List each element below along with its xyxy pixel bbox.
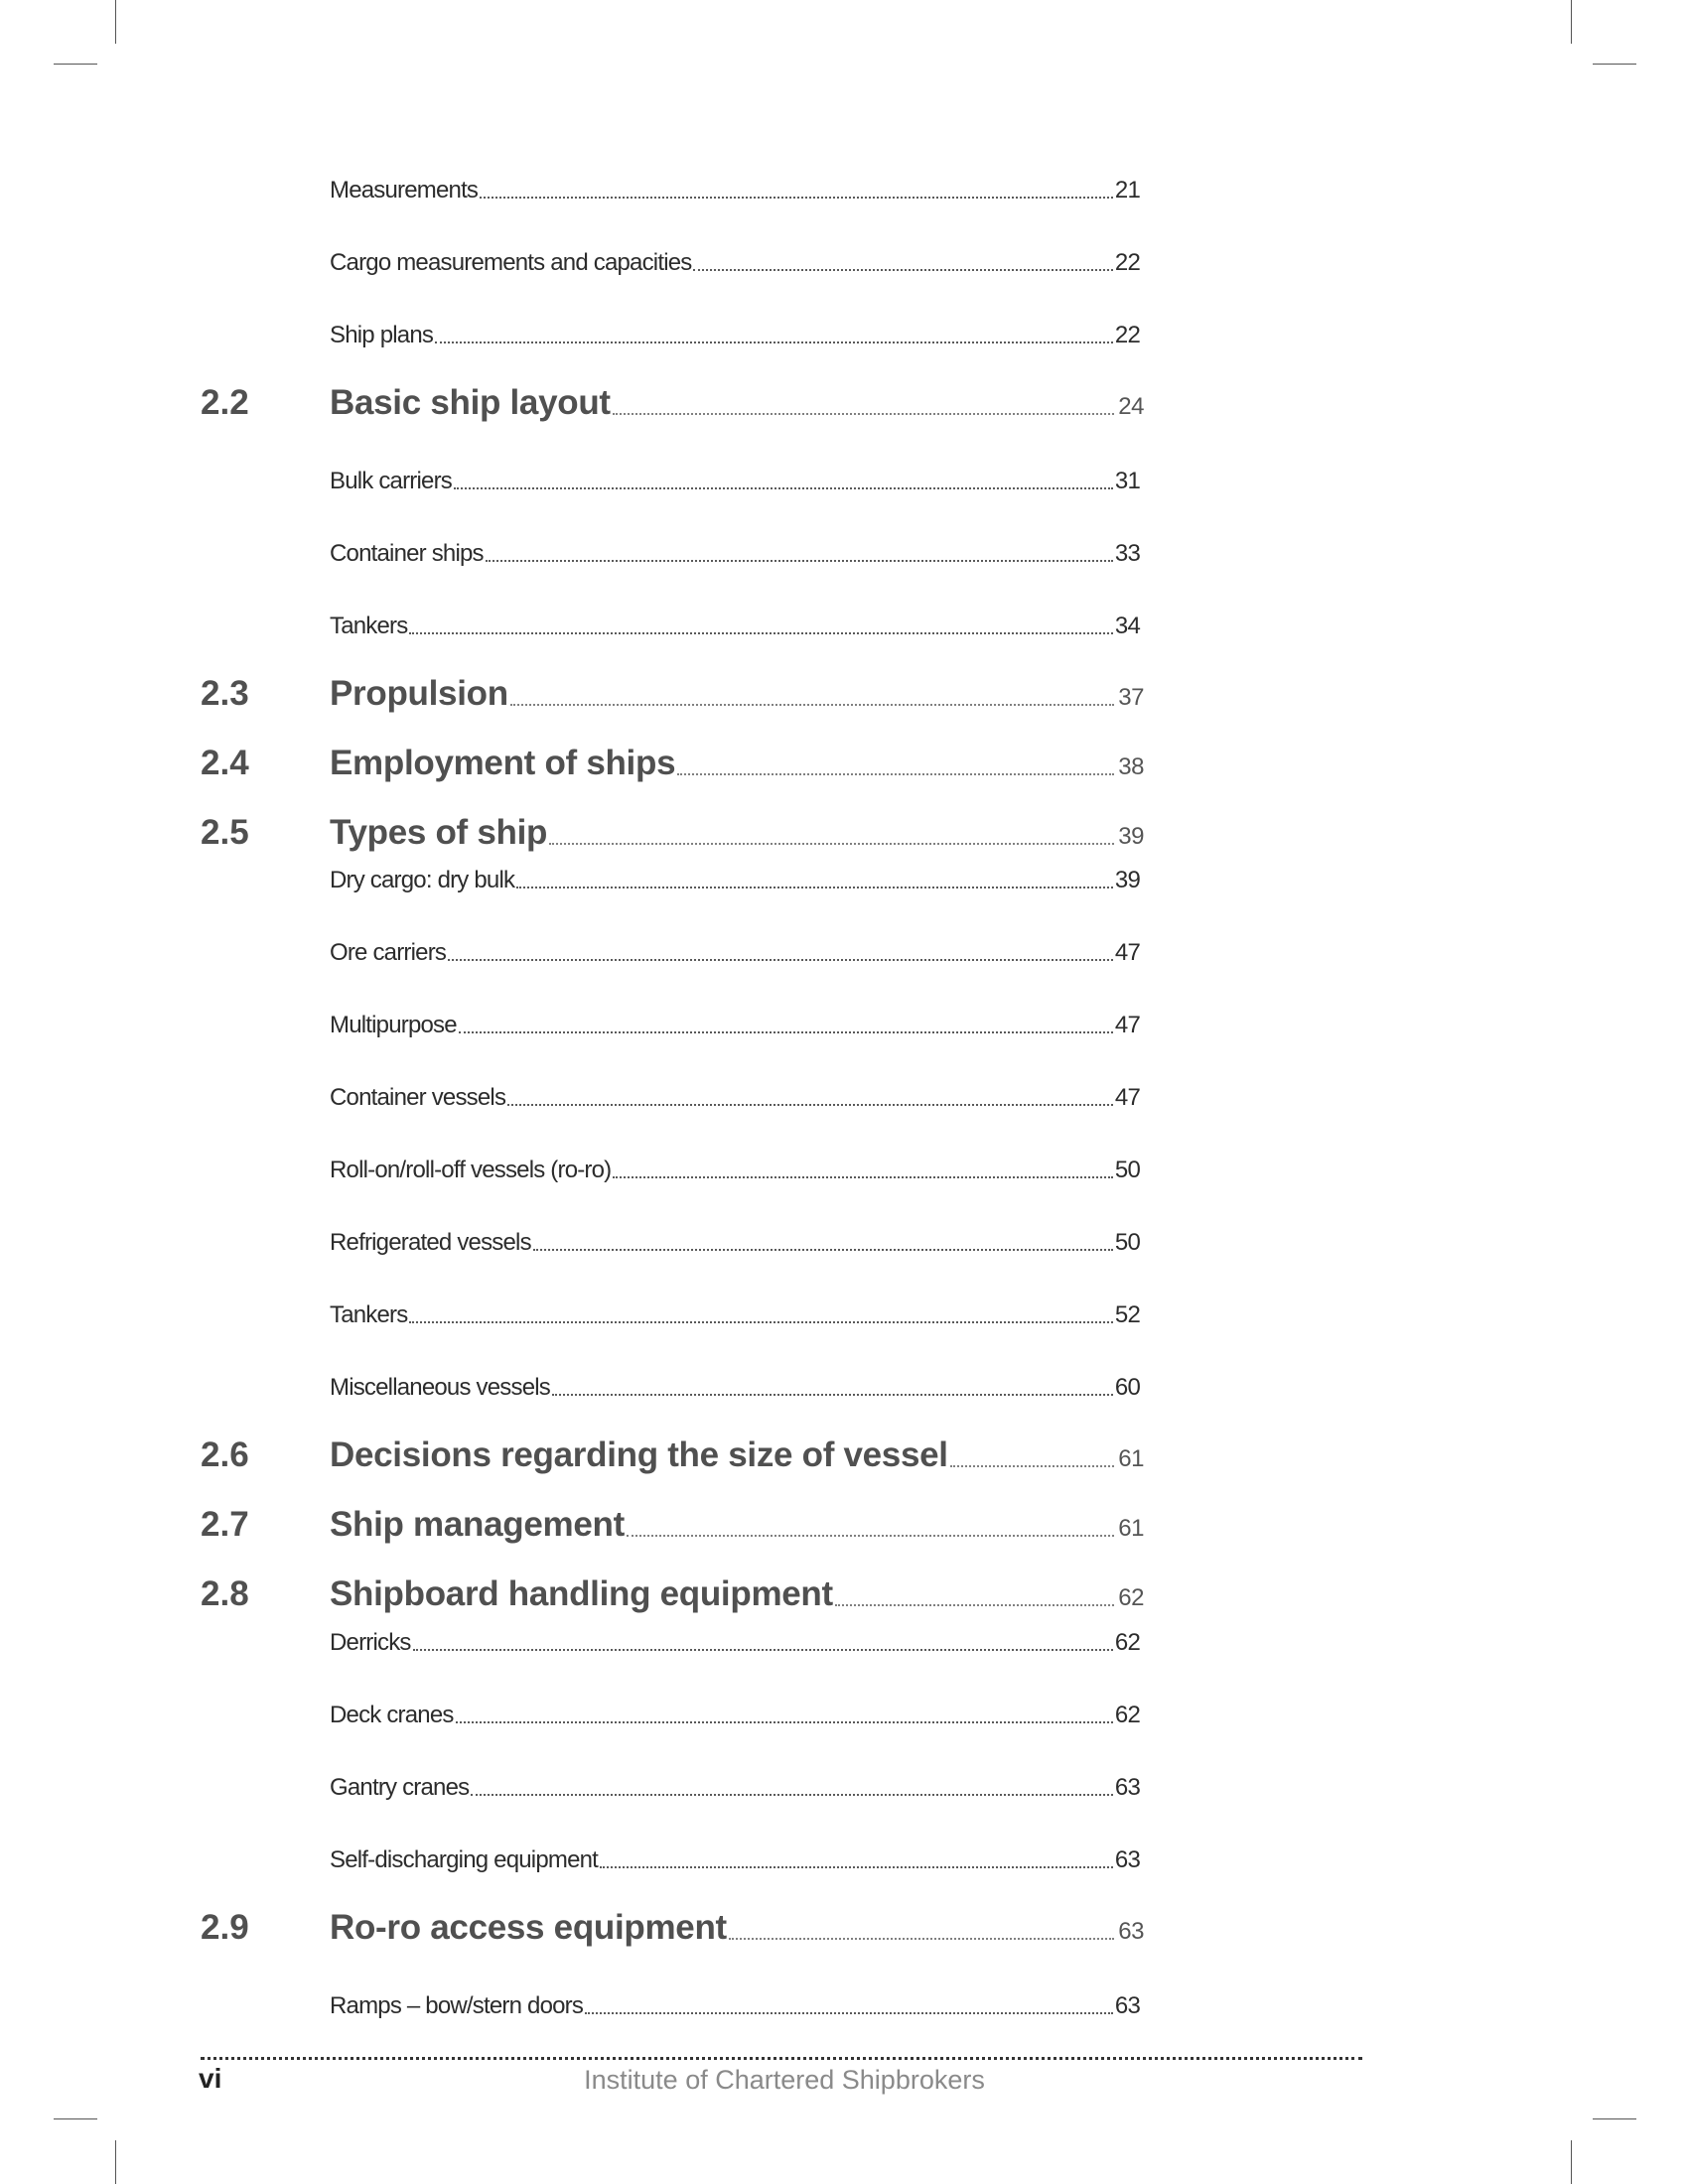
toc-section[interactable] xyxy=(330,744,1144,783)
dot-leader xyxy=(613,1176,1113,1178)
toc-entry-title: Tankers xyxy=(330,613,408,639)
footer-divider xyxy=(201,2057,1362,2060)
toc-section-page: 37 xyxy=(1118,684,1144,711)
toc-entry-title: Deck cranes xyxy=(330,1702,454,1728)
toc-section-title: Employment of ships xyxy=(330,744,676,782)
toc-entry-title: Ore carriers xyxy=(330,939,447,966)
dot-leader xyxy=(409,632,1112,634)
toc-entry-page: 62 xyxy=(1114,1629,1140,1656)
toc-section[interactable] xyxy=(330,1908,1144,1948)
toc-entry-page: 33 xyxy=(1114,540,1140,567)
toc-entry-title: Container vessels xyxy=(330,1084,506,1111)
dot-leader xyxy=(435,341,1113,343)
dot-leader xyxy=(585,2012,1113,2014)
dot-leader xyxy=(693,269,1112,271)
toc-entry-title: Tankers xyxy=(330,1301,408,1328)
toc-entry-title: Container ships xyxy=(330,540,484,567)
dot-leader xyxy=(549,843,1114,845)
crop-mark-top-right xyxy=(1593,64,1636,65)
toc-section[interactable] xyxy=(330,383,1144,423)
toc-entry-title: Measurements xyxy=(330,177,479,204)
toc-entry-page: 63 xyxy=(1114,1774,1140,1801)
dot-leader xyxy=(613,413,1115,415)
toc-section-title: Decisions regarding the size of vessel xyxy=(330,1435,948,1474)
toc-entry-title: Dry cargo: dry bulk xyxy=(330,867,515,893)
dot-leader xyxy=(516,887,1113,888)
toc-section-page: 61 xyxy=(1118,1515,1144,1542)
dot-leader xyxy=(471,1794,1113,1796)
footer-page-number: vi xyxy=(199,2063,222,2094)
dot-leader xyxy=(627,1535,1114,1537)
toc-entry-title: Roll-on/roll-off vessels (ro-ro) xyxy=(330,1157,612,1183)
toc-entry-page: 34 xyxy=(1114,613,1140,639)
dot-leader xyxy=(448,959,1113,961)
dot-leader xyxy=(454,487,1113,489)
dot-leader xyxy=(459,1031,1113,1033)
toc-entry-title: Miscellaneous vessels xyxy=(330,1374,550,1401)
toc-entry-page: 50 xyxy=(1114,1229,1140,1256)
dot-leader xyxy=(486,560,1113,562)
toc-entry[interactable] xyxy=(330,1846,1140,1874)
toc-entry[interactable] xyxy=(330,249,1140,277)
toc-entry-page: 62 xyxy=(1114,1702,1140,1728)
toc-entry[interactable] xyxy=(330,177,1140,205)
dot-leader xyxy=(950,1465,1115,1467)
toc-entry-page: 47 xyxy=(1114,1084,1140,1111)
toc-entry-title: Derricks xyxy=(330,1629,411,1656)
dot-leader xyxy=(677,773,1114,775)
toc-section[interactable] xyxy=(330,813,1144,853)
toc-entry-page: 22 xyxy=(1114,249,1140,276)
toc-entry-page: 22 xyxy=(1114,322,1140,348)
dot-leader xyxy=(533,1249,1113,1251)
toc-entry-title: Refrigerated vessels xyxy=(330,1229,531,1256)
footer-publisher: Institute of Chartered Shipbrokers xyxy=(584,2065,985,2095)
toc-entry-title: Ramps – bow/stern doors xyxy=(330,1992,584,2019)
toc-entry[interactable] xyxy=(330,1629,1140,1657)
toc-entry[interactable] xyxy=(330,322,1140,349)
toc-entry[interactable] xyxy=(330,1084,1140,1112)
toc-entry-page: 47 xyxy=(1114,1012,1140,1038)
toc-entry[interactable] xyxy=(330,1374,1140,1402)
toc-entry[interactable] xyxy=(330,939,1140,967)
toc-section-page: 24 xyxy=(1118,393,1144,420)
toc-entry[interactable] xyxy=(330,1229,1140,1257)
toc-entry-title: Self-discharging equipment xyxy=(330,1846,599,1873)
toc-section-title: Propulsion xyxy=(330,674,508,713)
section-number: 2.7 xyxy=(201,1505,249,1544)
toc-entry[interactable] xyxy=(330,1992,1140,2020)
toc-section-title: Ro-ro access equipment xyxy=(330,1908,727,1947)
toc-entry-page: 47 xyxy=(1114,939,1140,966)
toc-entry-page: 52 xyxy=(1114,1301,1140,1328)
toc-entry-page: 63 xyxy=(1114,1992,1140,2019)
toc-entry[interactable] xyxy=(330,867,1140,894)
toc-section-page: 38 xyxy=(1118,753,1144,780)
crop-mark-bottom-left xyxy=(115,2140,116,2184)
dot-leader xyxy=(413,1649,1113,1651)
toc-entry-page: 21 xyxy=(1114,177,1140,204)
toc-section-title: Ship management xyxy=(330,1505,625,1544)
toc-section-title: Types of ship xyxy=(330,813,548,852)
toc-section-page: 63 xyxy=(1118,1918,1144,1945)
toc-section[interactable] xyxy=(330,1505,1144,1545)
dot-leader xyxy=(600,1866,1113,1868)
crop-mark-bottom-right xyxy=(1571,2140,1572,2184)
toc-entry-title: Cargo measurements and capacities xyxy=(330,249,692,276)
toc-entry-page: 39 xyxy=(1114,867,1140,893)
toc-entry-title: Gantry cranes xyxy=(330,1774,470,1801)
dot-leader xyxy=(409,1321,1112,1323)
section-number: 2.9 xyxy=(201,1908,249,1947)
toc-entry[interactable] xyxy=(330,1157,1140,1184)
section-number: 2.8 xyxy=(201,1574,249,1613)
toc-entry-page: 63 xyxy=(1114,1846,1140,1873)
dot-leader xyxy=(456,1721,1113,1723)
toc-entry[interactable] xyxy=(330,468,1140,495)
crop-mark-top-right xyxy=(1571,0,1572,44)
toc-section-title: Basic ship layout xyxy=(330,383,611,422)
section-number: 2.5 xyxy=(201,813,249,852)
section-number: 2.3 xyxy=(201,674,249,713)
toc-entry-page: 50 xyxy=(1114,1157,1140,1183)
dot-leader xyxy=(480,197,1113,199)
toc-entry-title: Ship plans xyxy=(330,322,434,348)
toc-section-page: 62 xyxy=(1118,1584,1144,1611)
crop-mark-top-left xyxy=(115,0,116,44)
dot-leader xyxy=(729,1938,1114,1940)
toc-entry[interactable] xyxy=(330,1301,1140,1329)
section-number: 2.2 xyxy=(201,383,249,422)
toc-entry[interactable] xyxy=(330,613,1140,640)
toc-section-title: Shipboard handling equipment xyxy=(330,1574,833,1613)
crop-mark-top-left xyxy=(54,64,97,65)
dot-leader xyxy=(835,1604,1114,1606)
toc-section-page: 61 xyxy=(1118,1445,1144,1472)
toc-section-page: 39 xyxy=(1118,823,1144,850)
toc-section[interactable] xyxy=(330,1574,1144,1614)
toc-entry-page: 60 xyxy=(1114,1374,1140,1401)
toc-section[interactable] xyxy=(330,674,1144,714)
crop-mark-bottom-left xyxy=(54,2118,97,2119)
toc-entry-page: 31 xyxy=(1114,468,1140,494)
toc-entry[interactable] xyxy=(330,1702,1140,1729)
toc-entry[interactable] xyxy=(330,540,1140,568)
section-number: 2.6 xyxy=(201,1435,249,1474)
dot-leader xyxy=(507,1104,1113,1106)
toc-section[interactable] xyxy=(330,1435,1144,1475)
section-number: 2.4 xyxy=(201,744,249,782)
dot-leader xyxy=(510,704,1115,706)
toc-entry-title: Bulk carriers xyxy=(330,468,452,494)
toc-entry-title: Multipurpose xyxy=(330,1012,457,1038)
toc-entry[interactable] xyxy=(330,1774,1140,1802)
toc-entry[interactable] xyxy=(330,1012,1140,1039)
dot-leader xyxy=(552,1394,1113,1396)
crop-mark-bottom-right xyxy=(1593,2118,1636,2119)
